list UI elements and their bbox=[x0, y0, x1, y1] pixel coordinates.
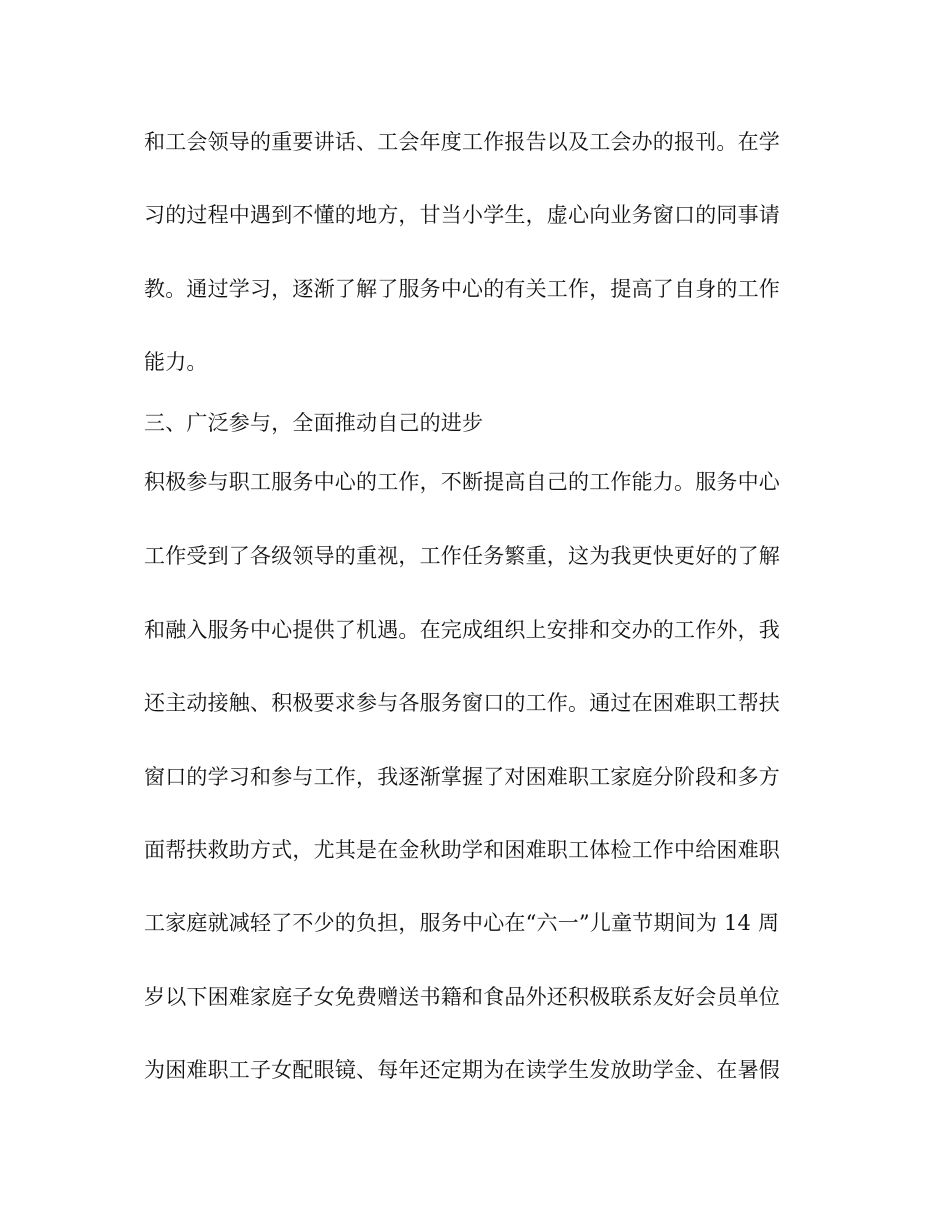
paragraph-line: 还主动接触、积极要求参与各服务窗口的工作。通过在困难职工帮扶 bbox=[144, 691, 780, 715]
paragraph-line: 为困难职工子女配眼镜、每年还定期为在读学生发放助学金、在暑假 bbox=[144, 1058, 780, 1082]
paragraph-line: 和工会领导的重要讲话、工会年度工作报告以及工会办的报刊。在学 bbox=[144, 130, 780, 154]
paragraph-line: 和融入服务中心提供了机遇。在完成组织上安排和交办的工作外，我 bbox=[144, 618, 780, 642]
paragraph-line: 教。通过学习，逐渐了解了服务中心的有关工作，提高了自身的工作 bbox=[144, 277, 780, 301]
paragraph-line: 习的过程中遇到不懂的地方，甘当小学生，虚心向业务窗口的同事请 bbox=[144, 203, 780, 227]
paragraph-line: 窗口的学习和参与工作，我逐渐掌握了对困难职工家庭分阶段和多方 bbox=[144, 765, 780, 789]
section-heading: 三、广泛参与，全面推动自己的进步 bbox=[144, 411, 484, 435]
paragraph-line: 工作受到了各级领导的重视，工作任务繁重，这为我更快更好的了解 bbox=[144, 544, 780, 568]
paragraph-line: 面帮扶救助方式，尤其是在金秋助学和困难职工体检工作中给困难职 bbox=[144, 838, 780, 862]
paragraph-line: 能力。 bbox=[144, 350, 208, 374]
paragraph-line: 岁以下困难家庭子女免费赠送书籍和食品外还积极联系友好会员单位 bbox=[144, 985, 780, 1009]
paragraph-line: 工家庭就减轻了不少的负担，服务中心在“六一”儿童节期间为 14 周 bbox=[144, 911, 780, 935]
paragraph-line: 积极参与职工服务中心的工作，不断提高自己的工作能力。服务中心 bbox=[144, 470, 780, 494]
